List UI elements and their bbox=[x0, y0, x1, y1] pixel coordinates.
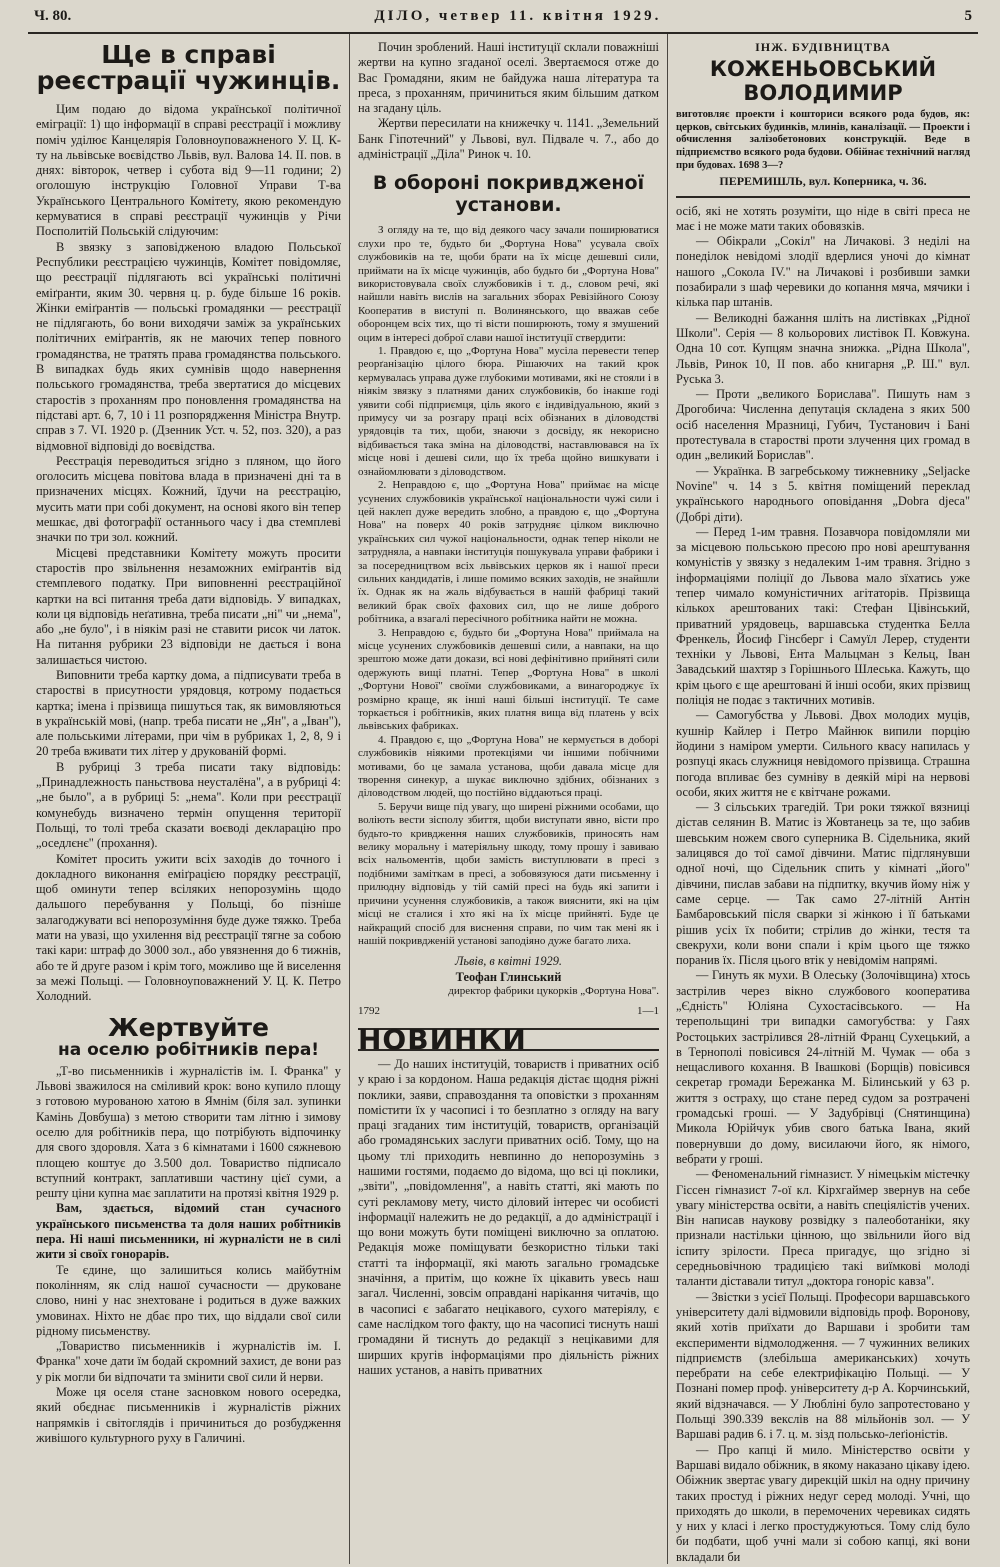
news-item: — Проти „великого Борислава". Пишуть нам з Дрогобича: Численна депутація складена з яких 500 осіб населення Мразниці, Губич, Тустанович і Бані протестувала в старостві проти злучення цих громад в один „великий Борислав". bbox=[676, 387, 970, 463]
paragraph: 4. Правдою є, що „Фортуна Нова" не кермується в доборі службовиків ніякими протекціями чи іншими побічними мотивами, бо це замала установа, щоби давала місце для творення синекур, а шукає виключно здібних, обізнаних з діловодством людей, що постійно віддаються праці. bbox=[358, 733, 659, 800]
news-item: — Обікрали „Сокіл" на Личакові. З неділі на понеділок невідомі злодії вдерлися уночі до кімнат нашого „Сокола IV." на Личакові і розбивши замки позабирали з шаф черевики до копання мяча, мячики і кілька пар штанів. bbox=[676, 234, 970, 310]
paragraph: Виповнити треба картку дома, а підписувати треба в старостві в присутности урядовця, котрому подається картка; імена і прізвища пишуться так, як вимовляються в українській мові, (напр. треба писати не „Ян", а „Іван"), але польськими літерами, при чім в рубриках 1, 2, 8, 9 і 20 треба вживати тих літер у друкованій формі. bbox=[36, 667, 341, 759]
article-defense-signature: Теофан Глинський bbox=[455, 969, 562, 984]
paragraph: В рубриці 3 треба писати таку відповідь: „Принадлежность паньствова неусталёна", а в рубриці 4: „не было", а в рубриці 5: „нема". Коли при реєстрації комунебудь визначено термін опущення території Польщі, то толі треба сказати воєводі декларацію про „оседлєнє" (прохання). bbox=[36, 759, 341, 851]
news-item: — Звістки з усієї Польщі. Професори варшавського університету далі відмовили відповідь проф. Воронову, який хотів приїхати до Варшави і зробити там експерименти відмолодження. — 7 чужинних великих підприємств (злебільша американських) хочуть перебрати на себе електрифікацію Польщі. — У Познані помер проф. університету д-р А. Корчинський, який відзначався. — У Любліні було запротестовано у Польщі 390.339 векслів на 88 мільйонів зол. — У Варшаві радив 6. і 7. ц. м. зізд польсько-леґіоністів. bbox=[676, 1289, 970, 1442]
news-item: — Самогубства у Львові. Двох молодих муців, кушнір Кайлер і Петро Майнюк випили порцію йодини з наміром умерти. Сильного квасу напилась у розпуці якась служниця невідомого прізвища. Страшна погода впливає без сумніву в деякій мірі на нервові особи, яких життя не є квітчане рожами. bbox=[676, 708, 970, 799]
paragraph: Може ця оселя стане засновком нового осередка, який обєднає письменників і журналістів ріжних напрямків і світоглядів і причиниться до розбудження живішого культурного руху в Галичині. bbox=[36, 1385, 341, 1445]
column-1 bbox=[28, 34, 350, 1564]
paragraph: 5. Беручи вище під увагу, що ширені ріжними особами, що воліють вести зісполу збиття, щоби виступати явно, вісти про будьто-то кривдження наших службовиків, приносять нам велику моральну і матеріяльну шкоду, тому прошу і завиваю всіх нальоментів, щоби замість виступлювати в пресі з подібними заміткам в пресі, а зобовязуюся дати письменну і прилюдну відповідь у тій самій пресі на будь які запити і причини усунення службовиків, а також вияснити, які на цім місці не сталися і хто які на їх місце прийняті. Буде це найкращий спосіб для виснення справи, по чим так мені як і нашій покривдженій установі заподіяно дуже багато лиха. bbox=[358, 800, 659, 947]
newspaper-title-date: ДІЛО, четвер 11. квітня 1929. bbox=[374, 8, 662, 24]
ad-address: ПЕРЕМИШЛЬ, вул. Коперника, ч. 36. bbox=[719, 174, 927, 189]
masthead bbox=[28, 8, 978, 34]
ad-title: ІНЖ. БУДІВНИЦТВА bbox=[755, 40, 891, 54]
ad-name: КОЖЕНЬОВСЬКИЙ ВОЛОДИМИР bbox=[709, 57, 937, 106]
news-section-title: НОВИНКИ bbox=[358, 1028, 659, 1051]
paragraph: Те єдине, що залишиться колись майбутнім поколінням, як слід нашої сучасности — друковане слово, нині у нас знехтоване і родиться в дуже важких умовинах. Ніхто не дбає про тих, що віддали свої сили рідному письменству. bbox=[36, 1262, 341, 1338]
article-registration-title: Ще в справі реєстрації чужинців. bbox=[36, 40, 341, 95]
columns bbox=[28, 34, 978, 1564]
article-defense-body bbox=[358, 224, 659, 948]
article-donate-subtitle: на оселю робітників пера! bbox=[57, 1039, 320, 1060]
ad-count: 1—1 bbox=[637, 1005, 659, 1018]
news-item: осіб, які не хотять розуміти, що ніде в світі преса не має і не може мати таких обовязків. bbox=[676, 203, 970, 233]
column-3 bbox=[668, 34, 978, 1564]
paragraph: — До наших інституцій, товариств і приватних осіб у краю і за кордоном. Наша редакція дістає щодня ріжні поклики, заяви, справоздання та оповістки з проханням помістити їх у часописі і то безплатно з огляду на вагу праці згаданих тим інституцій, товариств, організацій або громадянських заслуги приватних осіб. Тому, що на цьому тлі приходить невпинно до непорозумінь з нашими гостями, подаємо до відома, що всі ці поклики, „звіти", „повідомлення", а навіть статті, які мають по суті рекламову мету, чисто діловий інтерес чи особисті інформації належить не до редакції, а до адміністрації і що вони можуть бути поміщені виключно за оплатою. Редакція може поміщувати безкористно тільки такі статті та інформації, які мають загально громадське значіння, а притім, що кожне їх цікавить увесь наш загал. Численні, зовсім оправдані нарікання читачів, що в часописі є забагато нецікавого, сухого матеріялу, є саме наслідком того факту, що на часописі тиснуть наші громадяни й тиснуть до редакції з нецікавими для ширших кругів інформаціями про діяльність ріжних наших установ, а навіть приватних bbox=[358, 1056, 659, 1377]
paragraph: 3. Неправдою є, будьто би „Фортуна Нова" приймала на місце усунених службовиків дешевші сили, а навпаки, на що зрештою може дати докази, всі нові дефінітивно прийняті сили одержують вищі платні. Тепер „Фортуна Нова" в школі „Фортуни Нової" своїми службовиками, а винагороджує їх розмірно краще, як інші наші більші інституції. Те саме торкається і робітників, яких платня вища від платень у всіх львівських фабриках. bbox=[358, 626, 659, 733]
paragraph: 2. Неправдою є, що „Фортуна Нова" приймає на місце усунених службовиків української національности чужі сили і цей наклеп дуже вередить злобно, а правдою є, що „Фортуна Нова" на поверх 40 років затрудняє цілком виключно українських сил чужої національности, однак тепер ніколи не затрудняла, а навпаки інституція пошукувала управи фабрики і за посередництвом всіх львівських церков як і нашої преси сильних кандидатів, і лише помимо всяких заходів, не знайшли їх. Однак як на жаль відбувається в нашій фабриці такий великий брак своїх фахових сил, що не лише доброго робітника, а взагалі пересічного робітника найти не можна. bbox=[358, 479, 659, 626]
article-registration-body bbox=[36, 102, 341, 1005]
page-number: 5 bbox=[964, 8, 972, 24]
news-item: — Українка. В загребському тижневнику „Seljacke Novine" ч. 14 з 5. квітня поміщений переклад українського народнього оповідання „Dobra djeca" (Добрі діти). bbox=[676, 463, 970, 524]
column-2 bbox=[350, 34, 668, 1564]
article-donate-title: Жертвуйте bbox=[107, 1012, 270, 1042]
paragraph: З огляду на те, що від деякого часу зачали поширюватися слухи про те, будьто би „Фортуна Нова" усувала своїх службовиків на те, щоби брати на їх місце дешевші сили, приймати на їх місце чужинців, або будьто би „Фортуна Нова" використовувала своїх службовиків і т. д., словом речі, які найшли навіть вислів на загальних зборах Ревізійного Союзу Кооператив в виступі п. Волинянського, що вважав себе оборонцем всіх тих, що ті вісти поширюють, тому я змушений оцим в інтересі доброї слави нашої інституції ствердити: bbox=[358, 224, 659, 344]
news-item: — Великодні бажання шліть на листівках „Рідної Школи". Серія — 8 кольорових листівок П. Ковжуна. Одна 10 сот. Купцям значна знижка. „Рідна Школа", Львів, Ринок 10, II пов. або книгарня „Р. Ш." вул. Руська 3. bbox=[676, 310, 970, 386]
article-defense-signature-role: директор фабрики цукорків „Фортуна Нова". bbox=[448, 984, 659, 997]
news-item: — З сільських трагедій. Три роки тяжкої вязниці дістав селянин В. Матис із Жовтанець за те, що забив шевським ножем свого суперника В. Сідельника, який залицявся до тої самої дівчини. Матис підглянувши одної ночі, що Сідельник спить у кімнаті „його" дівчини, пислав забави на підпитку, вкучив йому ніж у саме серце. — Так само 27-літній Антін Бамбаровський після сварки зі жінкою і її батьками рішив усіх їх побити; стрілив до жінки, тестя та свекрухи, коли вони спали і крім цього ще тяжко поранив їх. Після цього втік у невідомім напрямі. bbox=[676, 800, 970, 968]
paragraph: 1. Правдою є, що „Фортуна Нова" мусіла перевести тепер реорґанізацію цілого бюра. Рішаючих на такий крок кермувалась управа дуже глубокими мотивами, які не стояли і в ніякім звязку з платнями даних службовиків, бо інакше годі уявити собі підприємця, ціль якого є індивідуальною, який з примусу чи за розгару праці всіх обізнаних в діловодстві урядовців та тих, щоби, знаючи з досвіду, як некорисно відбивається така зміна на діловодстві, наставлювався на їх місце нові і дешеві сили, що їх треба щойно вишкувати і ознайомлювати з діловодством. bbox=[358, 345, 659, 478]
paragraph: Реєстрація переводиться згідно з пляном, що його оголосить місцева повітова влада в призначені дні та в призначених місцях. Кожний, їдучи на реєстрацію, мусить мати при собі документ, на основі якого він тепер мешкає, дві фотографії останнього часу і два стемплеві значки по три зол. кожний. bbox=[36, 453, 341, 545]
news-item: — Про капці й мило. Міністерство освіти у Варшаві видало обіжник, в якому наказано цікаву ідею. Обіжник звертає увагу дирекцій шкіл на одну причину таких простуд і ріжних недуг серед молоді. Учні, що приходять до школи, в перемочених черевиках сидять у них у класі і легко простуджуються. Тому слід було би подбати, щоб учні мали зі собою капці, які вони вкладали би bbox=[676, 1442, 970, 1564]
paragraph: Вам, здається, відомий стан сучасного українського письменства та доля наших робітників пера. Ні наші письменники, ні журналісти не в силі жити зі своїх гонорарів. bbox=[36, 1201, 341, 1262]
news-item: — Гинуть як мухи. В Олеську (Золочівщина) хтось застрілив через вікно службового кооператива „Єдність" Юліяна Сухостасівського. — На терепольщині три випадки самогубства: у Гаях Ростоцьких застрілився 28-літній Франц Сухецький, а в Тернополі повісився 24-літній М. Чумак — оба з нещасливого кохання. В Івашкові (Борщів) повісився секретар громади Бережанка М. Білинський у 63 р. життя з остраху, що стане перед судом за розтрачені громадські гроші. — У Задубрівці (Снятинщина) Микола Юрійчук убив свого батька Івана, який повернувши до дому, висилаючи його, як німого, вебрати у гроші. bbox=[676, 968, 970, 1166]
news-items bbox=[676, 204, 970, 1564]
news-item: — Перед 1-им травня. Позавчора повідомляли ми за місцевою польською пресою про нові арештування комуністів у звязку з недалеким 1-им травня. Згідно з інформаціями поліції до Львова мало зїхатись уже тепер чимало комуністичних агітаторів. Прізвища кількох арештованих такі: Стефан Цівінський, приватний урядовець, варшавська студентка Белла Френкель, Йосиф Гінсберг і Самуїл Лерер, студенти техніки у Львові, Ента Мальцман з Кельц, Іван Завадський шахтяр з Горішнього Шлеська. Кажуть, що крім цього є ще арештовані й інші особи, яких прізвищ поліція не подає з тактичних мотивів. bbox=[676, 524, 970, 708]
paragraph: „Товариство письменників і журналістів ім. І. Франка" хоче дати їм бодай скромний захист, де вони раз у рік могли би відпочати та змінити свої сили й нерви. bbox=[36, 1339, 341, 1384]
paragraph: Почин зроблений. Наші інституції склали поважніші жертви на купно згаданої оселі. Звертаємося отже до Вас Громадяни, яким не байдужа наша література та преса, з проханням, причиниться яким більшим датком на згадану ціль. bbox=[358, 40, 659, 116]
ad-reference bbox=[358, 1004, 659, 1019]
issue-number: Ч. 80. bbox=[34, 8, 72, 24]
news-item: — Феноменальний гімназист. У німецькім містечку Гіссен гімназист 7-ої кл. Кірхгаймер звернув на себе увагу міністерства освіти, а навіть спеціялістів учених. Він написав наукову розвідку з палеоботаніки, яку признали настільки цінною, що звільнили його від іспиту зрілости. Преса пригадує, що згідно зі середньовічною традицією такі виїмкові молоді таланти діставали титул „доктора гоноріс кавза". bbox=[676, 1167, 970, 1289]
paragraph: Комітет просить ужити всіх заходів до точного і докладного виконання еміґрацією порядку реєстрації, щоб оминути тепер всіляких непорозумінь щодо дальшого перебування у Польщі, бо пізніше залагоджувати всі непорозуміння буде дуже тяжко. Треба мати на увазі, що ухилення від реєстрації тягне за собою такі кари: штраф до 3000 зол., або увязнення до 6 тижнів, або те й друге разом і крім того, можливо ще й виселення за межі Польщі. — Головноуповажнений У. Ц. К. Петро Холодний. bbox=[36, 851, 341, 1004]
article-donate-body bbox=[36, 1064, 341, 1446]
paragraph: „Т-во письменників і журналістів ім. І. Франка" у Львові зважилося на сміливий крок: воно купило площу з готовою мурованою хатою в Ямнім (біля зал. зупинки Камінь Довбуша) з метою створити там літню і зимову оселю для робітників пера, що потрібують відпочинку для свого здоровля. Хата з 6 кімнатами і 1600 сяжневою площею коштує до 3.500 дол. Товариство підписало вступний контракт, заплативши частину цієї суми, а решту ціни купна має заплатити на протязі квітня 1929 р. bbox=[36, 1063, 341, 1201]
ad-number: 1792 bbox=[358, 1005, 380, 1018]
paragraph: В звязку з заповідженою владою Польської Республики реєстрацією чужинців, Комітет повідомляє, що реєстрації підлягають всі українські політичні еміґранти, яким 30. червня ц. р. буде більше 16 років. Жінки еміґрантів — польські громадянки — реєстрації не підлягають, бо вони виходячи заміж за українських політичних еміґрантів, як не маючих тепер повного громадянства, не тратять права громадянства польського. В випадках будь яких сумнівів щодо навернення польського громадянства, треба звертатися до місцевих старостів з проханням про поновлення громадянства на підставі арт. 6, 7, 10 і 11 розпорядження Міністра Внутр. справ з 7. VI. 1920 р. (Дзенник Уст. ч. 52, поз. 320), а раз відмовної відповіді до воєвідства. bbox=[36, 239, 341, 453]
article-defense-place: Львів, в квітні 1929. bbox=[454, 954, 563, 969]
advertisement-box bbox=[676, 40, 970, 198]
paragraph: Цим подаю до відома української політичної еміграції: 1) що інформації в справі реєстрації і можливу поміч уділює Канцелярія Головноуповажненого У. Ц. К-ту на львівське воєвідство Львів, вул. Валова 14. II. пов. в днях: вівторок, четвер і субота від 9—11 години; 2) оголошую інструкцію Головної Управи Т-ва Українського Центрального Комітету, якою рекомендую кермуватися в справі реєстрації чужинців у Річи Посполитій Польській слідуючим: bbox=[36, 102, 341, 239]
ad-body: виготовляє проекти і кошториси всякого рода будов, як: церков, світських будинків, млинів, каналізації. — Проекти і обчислення залізобетонових конструкцій. Веде в підприємство всякого рода будови. Обійнає технічний нагляд при будовах. 1698 3—? bbox=[676, 109, 970, 171]
paragraph: Місцеві представники Комітету можуть просити старостів про звільнення незаможних еміґрантів від стемплевого податку. При виповненні реєстраційної картки на всі питання треба дати відповідь. У випадках, коли ця відповідь неґативна, треба писати „ні" чи „нема", або „не було", і в ніякім разі не ставити рисок чи латок. На питання рубрики 23 відповіди не дається і вона залишається чистою. bbox=[36, 545, 341, 667]
article-defense-title: В обороні покривдженої установи. bbox=[372, 172, 645, 217]
paragraph: Жертви пересилати на книжечку ч. 1141. „Земельний Банк Гіпотечний" у Львові, вул. Підвале ч. 7., або до адміністрації „Діла" Ринок ч. 10. bbox=[358, 116, 659, 162]
